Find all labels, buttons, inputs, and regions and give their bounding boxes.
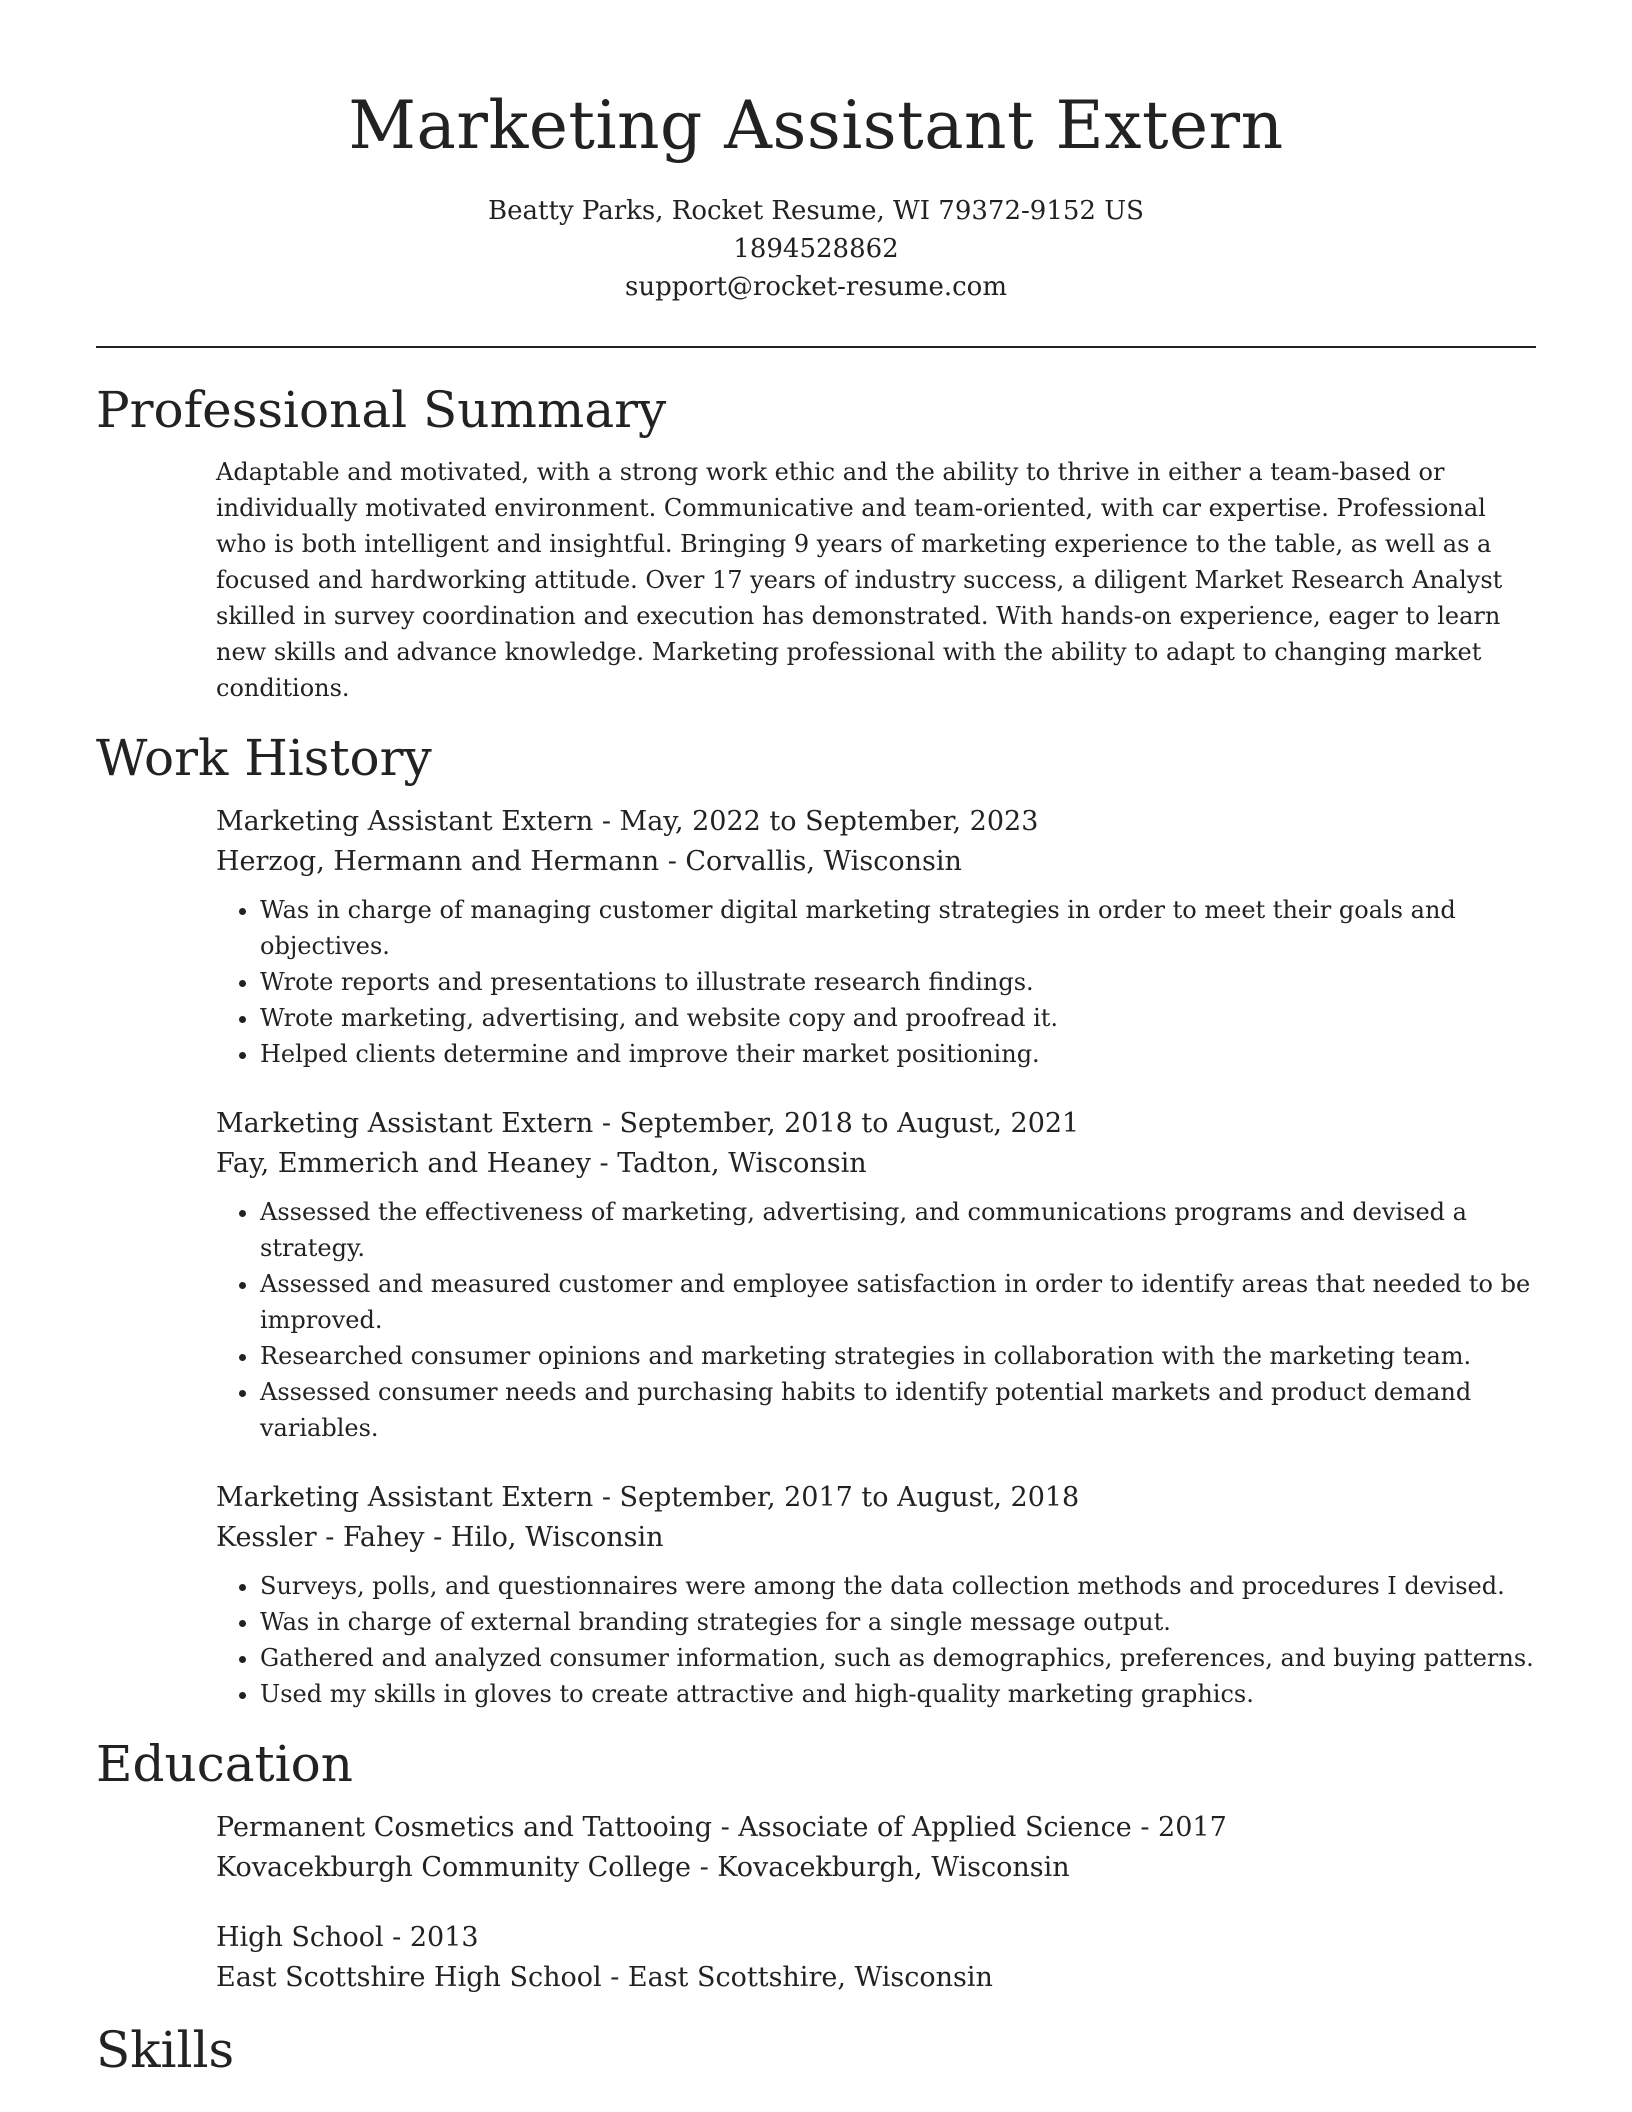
work-history-heading: Work History — [96, 729, 432, 787]
education-entry — [216, 1808, 1536, 1888]
education-degree-line: High School - 2013 — [216, 1922, 479, 1953]
job-bullet: • Assessed and measured customer and employee satisfaction in order to identify areas that needed to be improved. — [260, 1266, 1536, 1338]
education-school-line: Kovacekburgh Community College - Kovacekburgh, Wisconsin — [216, 1852, 1070, 1883]
education-school-line: East Scottshire High School - East Scottshire, Wisconsin — [216, 1962, 993, 1993]
candidate-name: Marketing Assistant Extern — [348, 87, 1284, 164]
job-bullet: • Was in charge of external branding strategies for a single message output. — [260, 1604, 1536, 1640]
job-bullet: • Researched consumer opinions and marketing strategies in collaboration with the marketing team. — [260, 1338, 1536, 1374]
education-entry — [216, 1918, 1536, 1998]
address-line: Beatty Parks, Rocket Resume, WI 79372-9152 US — [488, 196, 1144, 226]
job-company-line: Kessler - Fahey - Hilo, Wisconsin — [216, 1522, 664, 1553]
email-address: support@rocket-resume.com — [624, 272, 1007, 302]
job-bullet: • Was in charge of managing customer digital marketing strategies in order to meet their goals and objectives. — [260, 892, 1536, 964]
job-title-line: Marketing Assistant Extern - September, 2018 to August, 2021 — [216, 1108, 1080, 1139]
job-bullet: • Used my skills in gloves to create attractive and high-quality marketing graphics. — [260, 1676, 1536, 1712]
job-bullet-list — [216, 1194, 1536, 1446]
job-bullet-list — [216, 892, 1536, 1072]
job-entry — [216, 1478, 1536, 1712]
header-divider — [96, 346, 1536, 348]
job-bullet: • Assessed the effectiveness of marketing, advertising, and communications programs and devised a strategy. — [260, 1194, 1536, 1266]
resume-page — [96, 0, 1536, 2082]
job-bullet: • Assessed consumer needs and purchasing habits to identify potential markets and product demand variables. — [260, 1374, 1536, 1446]
contact-info — [96, 192, 1536, 306]
job-entry — [216, 1104, 1536, 1446]
education-section — [96, 1732, 1536, 1998]
job-title-line: Marketing Assistant Extern - May, 2022 to September, 2023 — [216, 806, 1039, 837]
skills-section — [96, 2018, 1536, 2082]
resume-header — [96, 0, 1536, 306]
job-bullet: • Helped clients determine and improve their market positioning. — [260, 1036, 1536, 1072]
summary-heading: Professional Summary — [96, 381, 667, 439]
job-company-line: Fay, Emmerich and Heaney - Tadton, Wisconsin — [216, 1148, 867, 1179]
work-history-section — [96, 726, 1536, 1712]
job-bullet: • Wrote reports and presentations to illustrate research findings. — [260, 964, 1536, 1000]
job-bullet-list — [216, 1568, 1536, 1712]
job-company-line: Herzog, Hermann and Hermann - Corvallis, Wisconsin — [216, 846, 962, 877]
summary-section — [96, 378, 1536, 706]
job-bullet: • Surveys, polls, and questionnaires were among the data collection methods and procedures I devised. — [260, 1568, 1536, 1604]
skills-heading: Skills — [96, 2021, 235, 2079]
job-bullet: • Wrote marketing, advertising, and website copy and proofread it. — [260, 1000, 1536, 1036]
job-title-line: Marketing Assistant Extern - September, 2017 to August, 2018 — [216, 1482, 1080, 1513]
education-heading: Education — [96, 1735, 353, 1793]
job-bullet: • Gathered and analyzed consumer information, such as demographics, preferences, and buying patterns. — [260, 1640, 1536, 1676]
phone-number: 1894528862 — [733, 234, 899, 264]
job-entry — [216, 802, 1536, 1072]
summary-text: Adaptable and motivated, with a strong work ethic and the ability to thrive in either a team-based or individually motivated environment. Communicative and team-oriented, with car expertise. Professional who is both intelligent and insightful. Bringing 9 years of marketing experience to the table, as well as a focused and hardworking attitude. Over 17 years of industry success, a diligent Market Research Analyst skilled in survey coordination and execution has demonstrated. With hands-on experience, eager to learn new skills and advance knowledge. Marketing professional with the ability to adapt to changing market conditions. — [216, 458, 1503, 702]
education-degree-line: Permanent Cosmetics and Tattooing - Associate of Applied Science - 2017 — [216, 1812, 1227, 1843]
